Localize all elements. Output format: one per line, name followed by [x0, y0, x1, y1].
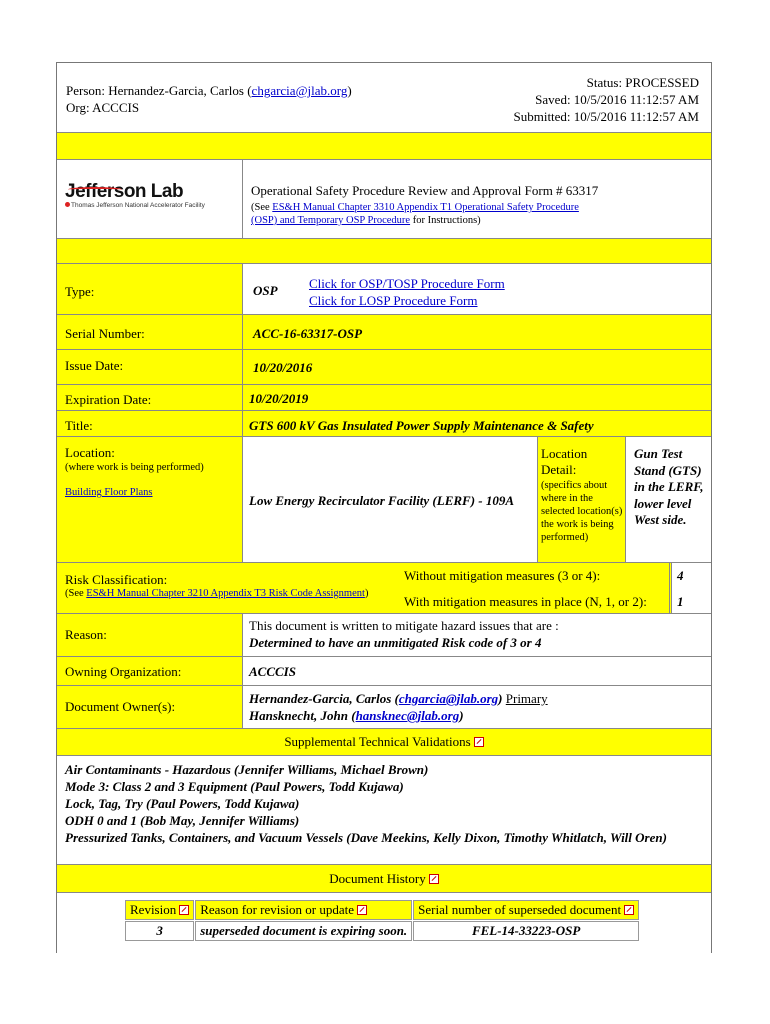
- owners-list: [249, 690, 548, 724]
- submitted-text: Submitted: 10/5/2016 11:12:57 AM: [513, 109, 699, 124]
- owning-org-value: ACCCIS: [249, 664, 296, 679]
- validation-item: Mode 3: Class 2 and 3 Equipment (Paul Powers, Todd Kujawa): [65, 779, 404, 794]
- validation-item: Air Contaminants - Hazardous (Jennifer Williams, Michael Brown): [65, 762, 429, 777]
- sort-icon[interactable]: [474, 737, 484, 747]
- floor-plans-container: [65, 487, 153, 498]
- form-title: Operational Safety Procedure Review and Approval Form # 63317: [251, 183, 599, 198]
- document-history-heading: Document History: [57, 865, 711, 892]
- sort-icon[interactable]: [357, 905, 367, 915]
- sort-icon[interactable]: [179, 905, 189, 915]
- location-label: Location:: [65, 445, 115, 460]
- without-mitigation-value: 4: [677, 568, 684, 583]
- jefferson-lab-logo: Jefferson Lab Thomas Jefferson National Accelerator Facility: [65, 181, 240, 209]
- esh-3310-link[interactable]: ES&H Manual Chapter 3310 Appendix T1 Operational Safety Procedure (OSP) and Temporary OSP Procedure: [251, 202, 579, 226]
- logo-subtitle: Thomas Jefferson National Accelerator Facility: [65, 202, 240, 209]
- form-page: [56, 62, 712, 953]
- with-mitigation-label: With mitigation measures in place (N, 1, or 2):: [404, 594, 647, 609]
- title-value: GTS 600 kV Gas Insulated Power Supply Maintenance & Safety: [249, 418, 594, 433]
- revision-col-header[interactable]: Revision: [125, 900, 194, 920]
- risk-instructions: (See ES&H Manual Chapter 3210 Appendix T3 Risk Code Assignment): [65, 588, 369, 599]
- esh-3210-link[interactable]: ES&H Manual Chapter 3210 Appendix T3 Risk Code Assignment: [86, 588, 365, 599]
- type-label: Type:: [65, 284, 95, 299]
- type-value: OSP: [253, 283, 278, 298]
- risk-label: Risk Classification:: [65, 572, 168, 587]
- org-line: Org: ACCCIS: [66, 100, 140, 115]
- revision-cell: 3: [125, 921, 194, 941]
- yellow-band-1: [57, 133, 711, 159]
- revision-header-row: [125, 900, 639, 920]
- with-mitigation-value: 1: [677, 594, 684, 609]
- owner1-email-link[interactable]: chgarcia@jlab.org: [398, 691, 499, 706]
- location-detail-sublabel: (specifics about where in the selected location(s) the work is being performed): [541, 480, 623, 543]
- reason-cell: superseded document is expiring soon.: [195, 921, 412, 941]
- serial-row: [57, 315, 711, 349]
- location-detail-label: Location Detail:: [541, 446, 588, 477]
- status-block: [513, 74, 699, 125]
- revision-table: [124, 899, 640, 942]
- expiration-value: 10/20/2019: [249, 391, 309, 406]
- status-text: Status: PROCESSED: [586, 75, 699, 90]
- procedure-links: [309, 275, 505, 309]
- title-label: Title:: [65, 418, 93, 433]
- owners-label: Document Owner(s):: [65, 699, 176, 714]
- location-sublabel: (where work is being performed): [65, 462, 204, 473]
- expiration-row: [57, 385, 711, 410]
- form-instructions: (See ES&H Manual Chapter 3310 Appendix T1 Operational Safety Procedure (OSP) and Temporary OSP Procedure for Instructions): [251, 202, 579, 226]
- owner-secondary: Hansknecht, John (hansknec@jlab.org): [249, 708, 464, 723]
- serial-cell: FEL-14-33223-OSP: [413, 921, 639, 941]
- validation-item: Lock, Tag, Try (Paul Powers, Todd Kujawa): [65, 796, 300, 811]
- serial-col-header[interactable]: Serial number of superseded document: [413, 900, 639, 920]
- sort-icon[interactable]: [429, 874, 439, 884]
- validation-item: ODH 0 and 1 (Bob May, Jennifer Williams): [65, 813, 300, 828]
- yellow-band-2: [57, 239, 711, 263]
- location-value: Low Energy Recirculator Facility (LERF) - 109A: [249, 493, 515, 508]
- location-detail-value: Gun Test Stand (GTS) in the LERF, lower level West side.: [634, 446, 704, 527]
- validation-item: Pressurized Tanks, Containers, and Vacuum Vessels (Dave Meekins, Kelly Dixon, Timothy Whitlatch, Will Oren): [65, 830, 667, 845]
- owner-primary: Hernandez-Garcia, Carlos (chgarcia@jlab.org) Primary: [249, 691, 548, 706]
- logo-swoosh-icon: [68, 187, 122, 192]
- issue-row: [57, 350, 711, 384]
- reason-col-header[interactable]: Reason for revision or update: [195, 900, 412, 920]
- person-line: Person: Hernandez-Garcia, Carlos (chgarcia@jlab.org): [66, 83, 352, 98]
- owner2-email-link[interactable]: hansknec@jlab.org: [355, 708, 460, 723]
- without-mitigation-label: Without mitigation measures (3 or 4):: [404, 568, 601, 583]
- losp-form-link[interactable]: Click for LOSP Procedure Form: [309, 293, 478, 308]
- owning-org-label: Owning Organization:: [65, 664, 182, 679]
- supplemental-heading: Supplemental Technical Validations: [57, 729, 711, 755]
- sort-icon[interactable]: [624, 905, 634, 915]
- reason-label: Reason:: [65, 627, 107, 642]
- expiration-label: Expiration Date:: [65, 392, 152, 407]
- building-floor-plans-link[interactable]: Building Floor Plans: [65, 487, 153, 498]
- serial-value: ACC-16-63317-OSP: [253, 326, 363, 341]
- issue-label: Issue Date:: [65, 358, 124, 373]
- supplemental-list: [65, 761, 705, 846]
- issue-value: 10/20/2016: [253, 360, 313, 375]
- table-row: [125, 921, 639, 941]
- person-email-link[interactable]: chgarcia@jlab.org: [251, 83, 348, 98]
- osp-tosp-form-link[interactable]: Click for OSP/TOSP Procedure Form: [309, 276, 505, 291]
- reason-line1: This document is written to mitigate hazard issues that are :: [249, 618, 559, 633]
- reason-line2: Determined to have an unmitigated Risk code of 3 or 4: [249, 635, 542, 650]
- primary-badge: Primary: [505, 691, 548, 706]
- serial-label: Serial Number:: [65, 326, 145, 341]
- saved-text: Saved: 10/5/2016 11:12:57 AM: [535, 92, 699, 107]
